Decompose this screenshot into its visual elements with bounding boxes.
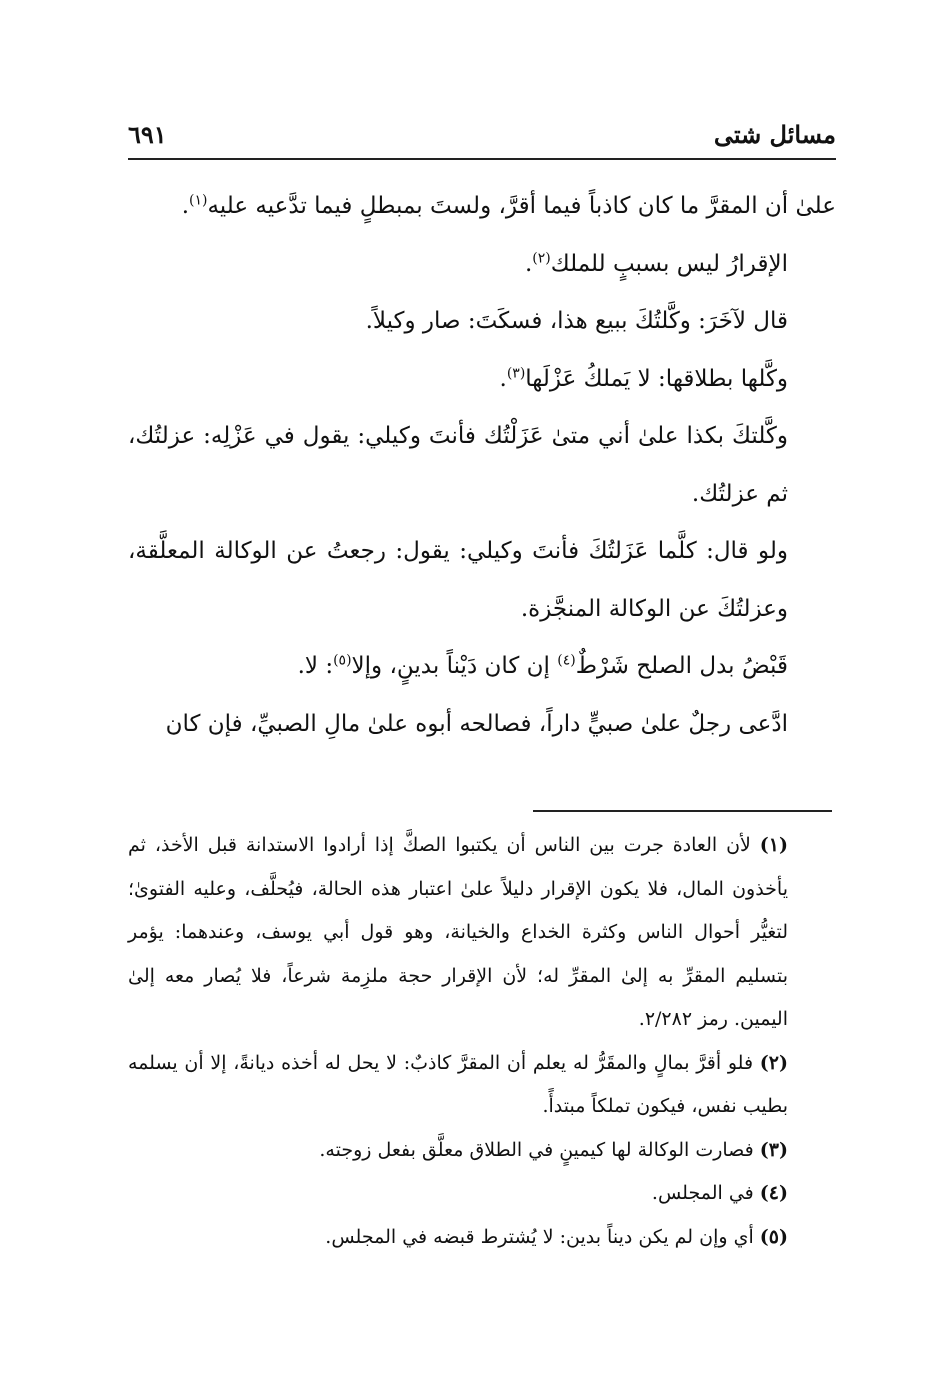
page-number: ٦٩١ xyxy=(128,120,167,149)
footnote-number: (٢) xyxy=(759,1051,788,1074)
running-title: مسائل شتى xyxy=(713,120,836,149)
paragraph: الإقرارُ ليس بسببٍ للملك$^{(٢)}$. xyxy=(524,249,788,277)
paragraph: قَبْضُ بدل الصلح شَرْطٌ$^{(٤)}$ إن كان دَيْناً بدينٍ، وإلا$^{(٥)}$: لا. xyxy=(297,652,788,679)
footnote: (٤) في المجلس. xyxy=(651,1182,788,1204)
footnote: (٣) فصارت الوكالة لها كيمينٍ في الطلاق معلَّق بفعل زوجته. xyxy=(319,1138,788,1161)
footnote-ref[interactable]: (٤) xyxy=(557,652,576,669)
footnote-number: (٣) xyxy=(759,1138,788,1161)
footnote-ref[interactable]: (٢) xyxy=(532,249,551,266)
page-header xyxy=(128,112,836,160)
paragraph: ولو قال: كلَّما عَزَلتُكَ فأنتَ وكيلي: يقول: رجعتُ عن الوكالة المعلَّقة، وعزلتُكَ عن الوكالة المنجَّزة. xyxy=(128,538,788,622)
paragraph: وكَّلها بطلاقها: لا يَملكُ عَزْلَها$^{(٣)}$. xyxy=(499,364,788,392)
footnote-number: (٤) xyxy=(759,1182,788,1204)
paragraph: قال لآخَرَ: وكَّلتُكَ ببيع هذا، فسكَتَ: صار وكيلاً. xyxy=(365,308,788,334)
footnote-ref[interactable]: (٥) xyxy=(333,652,352,669)
footnote-ref[interactable]: (١) xyxy=(189,192,208,209)
footnote-separator xyxy=(533,810,832,812)
footnote-number: (٥) xyxy=(759,1225,788,1248)
paragraph: وكَّلتكَ بكذا علىٰ أني متىٰ عَزَلْتُك فأنتَ وكيلي: يقول في عَزْلِه: عزلتُك، ثم عزلتُك. xyxy=(128,423,788,507)
paragraph: علىٰ أن المقرَّ ما كان كاذباً فيما أقرَّ، ولستَ بمبطلٍ فيما تدَّعيه عليه$^{(١)}$. xyxy=(181,192,836,219)
footnote: (٢) فلو أقرَّ بمالٍ والمقَرُّ له يعلم أن المقرَّ كاذبٌ: لا يحل له أخذه ديانةً، إلا أن يسلمه بطيب نفس، فيكون تملكاً مبتدأً. xyxy=(128,1051,788,1117)
paragraph: ادَّعى رجلٌ علىٰ صبيٍّ داراً، فصالحه أبوه علىٰ مالِ الصبيِّ، فإن كان xyxy=(165,710,788,737)
footnote-ref[interactable]: (٣) xyxy=(506,364,526,381)
footnote: (٥) أي وإن لم يكن ديناً بدين: لا يُشترط قبضه في المجلس. xyxy=(325,1225,788,1248)
footnote-number: (١) xyxy=(759,834,788,856)
footnote: (١) لأن العادة جرت بين الناس أن يكتبوا الصكَّ إذا أرادوا الاستدانة قبل الأخذ، ثم يأخذون المال، فلا يكون الإقرار دليلاً علىٰ اعتبار هذه الحالة، فيُحلَّف، وعليه الفتوىٰ؛ لتغيُّر أحوال الناس وكثرة الخداع والخيانة، وهو قول أبي يوسف، وعندهما: يؤمر بتسليم المقرِّ به إلىٰ المقرِّ له؛ لأن الإقرار حجة ملزِمة شرعاً، فلا يُصار معه إلىٰ اليمين. رمز ٢/٢٨٢. xyxy=(128,834,788,1030)
footnotes xyxy=(128,824,836,1259)
main-text xyxy=(128,178,836,753)
